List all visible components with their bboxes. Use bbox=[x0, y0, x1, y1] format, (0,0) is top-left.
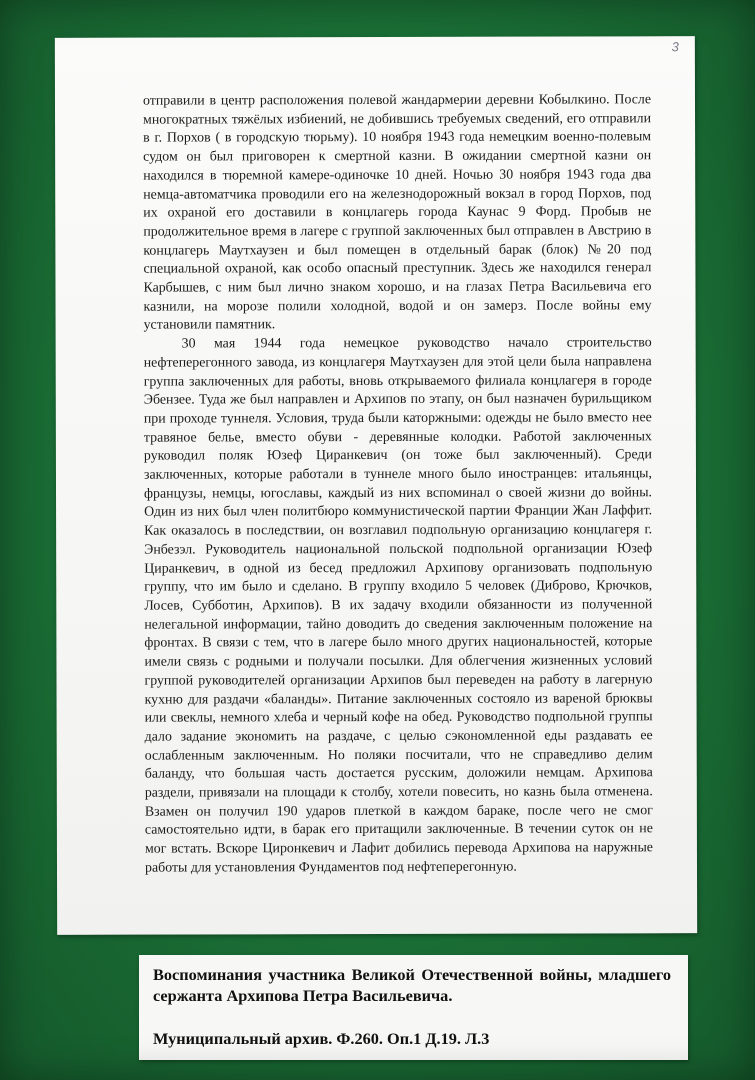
paragraph-2: 30 мая 1944 года немецкое руководство начало строительство нефтеперегонного завода, из концлагеря Маутхаузен для этой цели была направлена группа заключенных для работы, вновь открываемого филиала концлагеря в городе Эбензее. Туда же был направлен и Архипов по этапу, он был назначен бурильщиком при проходе туннеля. Условия, труда были каторжными: одежды не было вместо нее травяное белье, вместо обуви - деревянные колодки. Работой заключенных руководил поляк Юзеф Циранкевич (он тоже был заключенный). Среди заключенных, которые работали в туннеле много было иностранцев: итальянцы, французы, немцы, югославы, каждый из них вспоминал о своей жизни до войны. Один из них был член политбюро коммунистической партии Франции Жан Лаффит. Как оказалось в последствии, он возглавил подпольную организацию концлагеря г. Энбезэл. Руководитель национальной польской подпольной организации Юзеф Циранкевич, в одной из бесед предложил Архипову организовать подпольную группу, что им было и сделано. В группу входило 5 человек (Диброво, Крючков, Лосев, Субботин, Архипов). В их задачу входили обязанности из полученной нелегальной информации, тайно доводить до сведения заключенным положение на фронтах. В связи с тем, что в лагере было много других национальностей, которые имели связь с родными и получали посылки. Для облегчения жизненных условий группой руководителей организации Архипов был переведен на работу в лагерную кухню для раздачи «баланды». Питание заключенных состояло из вареной брюквы или свеклы, немного хлеба и черный кофе на обед. Руководство подпольной группы дало задание экономить на раздаче, с целью сэкономленной еды раздавать ее ослабленным заключенным. Но поляки посчитали, что не справедливо делим баланду, что большая часть достается русским, доложили немцам. Архипова раздели, привязали на площади к столбу, хотели повесить, но казнь была отменена. Взамен он получил 190 ударов плеткой в каждом бараке, после чего не смог самостоятельно идти, в барак его притащили заключенные. В течении суток он не мог встать. Вскоре Цирoнкевич и Лафит добились перевода Архипова на наружные работы для установления Фундаментов под нефтеперегонную. bbox=[143, 335, 653, 876]
caption-label bbox=[139, 955, 688, 1060]
archive-reference: Муниципальный архив. Ф.260. Оп.1 Д.19. Л.3 bbox=[153, 1029, 490, 1048]
paragraph-1: отправили в центр расположения полевой жандармерии деревни Кобылкино. После многократных тяжёлых избиений, не добившись требуемых сведений, его отправили в г. Порхов ( в городскую тюрьму). 10 ноября 1943 года немецким военно-полевым судом он был приговорен к смертной казни. В ожидании смертной казни он находился в тюремной камере-одиночке 10 дней. Ночью 30 ноября 1943 года два немца-автоматчика проводили его на железнодорожный вокзал в город Порхов, под их охраной его доставили в концлагерь города Каунас 9 Форд. Пробыв не продолжительное время в лагере с группой заключенных был отправлен в Австрию в концлагерь Маутхаузен и был помещен в отдельный барак (блок) №20 под специальной охраной, как особо опасный преступник. Здесь же находился генерал Карбышев, с ним был лично знаком хорошо, и на глазах Петра Васильевича его казнили, на морозе полили холодной, водой и он замерз. После войны ему установили памятник. bbox=[142, 92, 652, 334]
document-body bbox=[143, 91, 653, 878]
page-number: 3 bbox=[671, 39, 679, 55]
caption-title: Воспоминания участника Великой Отечественной войны, младшего сержанта Архипова Петра Васильевича. bbox=[153, 965, 671, 1005]
document-page bbox=[55, 36, 697, 935]
